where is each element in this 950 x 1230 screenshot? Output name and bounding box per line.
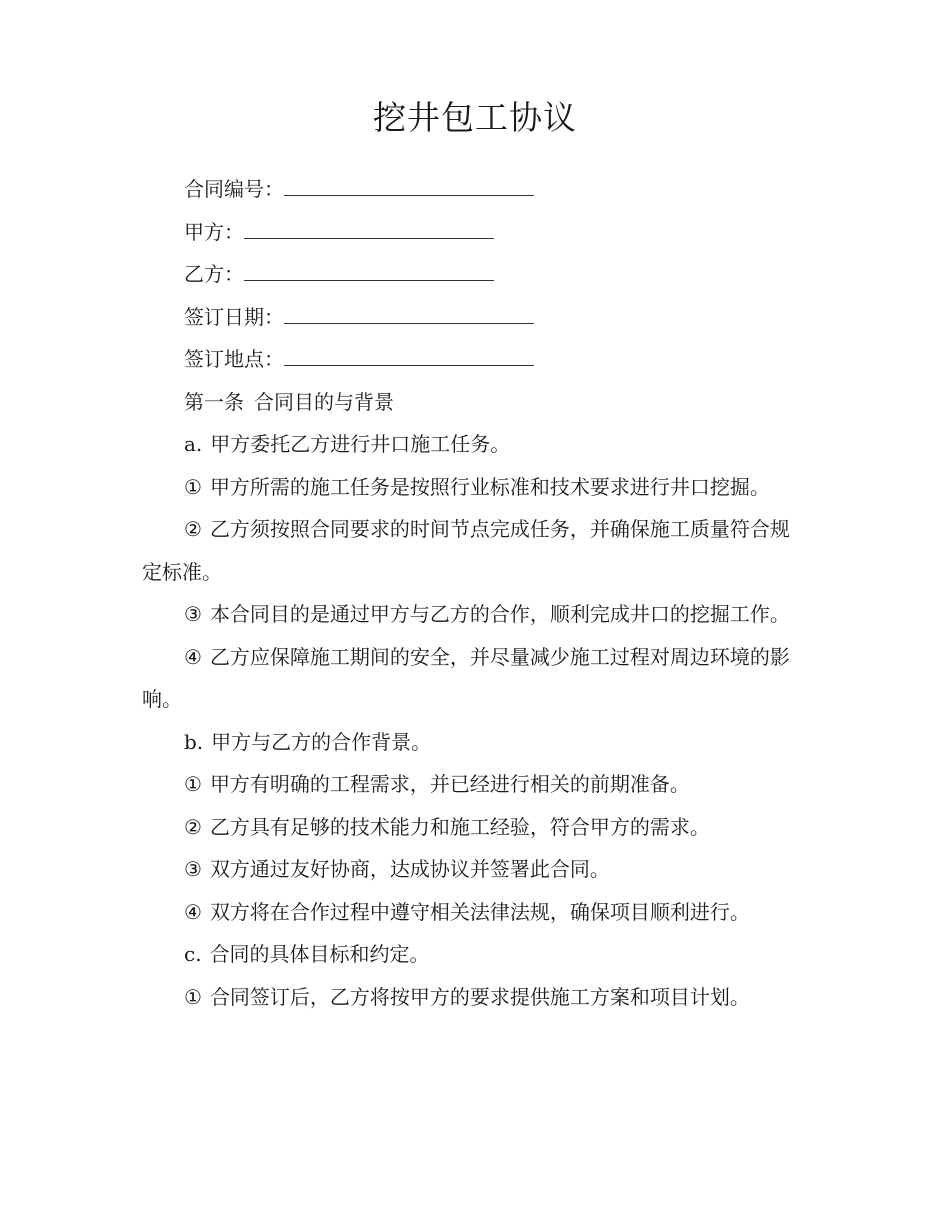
- field-label: 合同编号：: [184, 177, 284, 201]
- item-text: 甲方所需的施工任务是按照行业标准和技术要求进行井口挖掘。: [209, 474, 770, 499]
- item-text: 双方通过友好协商，达成协议并签署此合同。: [209, 857, 610, 881]
- party-a-field: [142, 211, 804, 254]
- item-marker: ④: [184, 899, 202, 924]
- section-marker: c.: [184, 942, 202, 966]
- section-marker: a.: [184, 432, 203, 456]
- blank-line[interactable]: [244, 218, 494, 239]
- section-marker: b.: [184, 729, 204, 754]
- section-c: [142, 933, 804, 976]
- field-label: 签订地点：: [184, 347, 284, 371]
- section-text: 合同的具体目标和约定。: [209, 942, 430, 966]
- list-item: [142, 806, 804, 849]
- section-b: [142, 721, 804, 764]
- item-text: 本合同目的是通过甲方与乙方的合作，顺利完成井口的挖掘工作。: [209, 602, 790, 626]
- item-text: 乙方具有足够的技术能力和施工经验，符合甲方的需求。: [209, 814, 710, 839]
- blank-line[interactable]: [284, 175, 534, 196]
- signing-date-field: [142, 296, 804, 339]
- item-marker: ②: [184, 814, 202, 839]
- document-title: 挖井包工协议: [373, 98, 577, 137]
- item-text: 乙方须按照合同要求的时间节点完成任务，并确保施工质量符合规定标准。: [142, 517, 790, 584]
- blank-line[interactable]: [244, 260, 494, 281]
- section-a: [142, 423, 804, 466]
- field-label: 乙方：: [184, 262, 244, 286]
- blank-line[interactable]: [284, 303, 534, 324]
- list-item: [142, 466, 804, 509]
- item-marker: ①: [184, 474, 202, 499]
- signing-place-field: [142, 338, 804, 381]
- document-body: [142, 168, 804, 1018]
- item-text: 双方将在合作过程中遵守相关法律法规，确保项目顺利进行。: [209, 899, 750, 924]
- field-label: 甲方：: [184, 219, 244, 244]
- item-marker: ③: [184, 602, 202, 626]
- contract-number-field: [142, 168, 804, 211]
- item-marker: ①: [184, 772, 202, 796]
- item-marker: ③: [184, 857, 202, 881]
- article-title: 合同目的与背景: [254, 389, 394, 414]
- list-item: [142, 848, 804, 891]
- item-marker: ④: [184, 644, 202, 669]
- section-text: 甲方与乙方的合作背景。: [211, 729, 432, 754]
- item-marker: ①: [184, 984, 202, 1009]
- list-item: [142, 593, 804, 636]
- article-heading: [142, 381, 804, 424]
- list-item: [142, 763, 804, 806]
- item-marker: ②: [184, 517, 202, 541]
- item-text: 乙方应保障施工期间的安全，并尽量减少施工过程对周边环境的影响。: [142, 644, 790, 711]
- item-text: 甲方有明确的工程需求，并已经进行相关的前期准备。: [209, 772, 690, 796]
- blank-line[interactable]: [284, 345, 534, 366]
- party-b-field: [142, 253, 804, 296]
- item-text: 合同签订后，乙方将按甲方的要求提供施工方案和项目计划。: [209, 984, 750, 1009]
- field-label: 签订日期：: [184, 304, 284, 329]
- list-item: [142, 891, 804, 934]
- list-item: [142, 636, 804, 721]
- list-item: [142, 508, 804, 593]
- section-text: 甲方委托乙方进行井口施工任务。: [210, 432, 511, 456]
- article-number: 第一条: [184, 389, 244, 414]
- list-item: [142, 976, 804, 1019]
